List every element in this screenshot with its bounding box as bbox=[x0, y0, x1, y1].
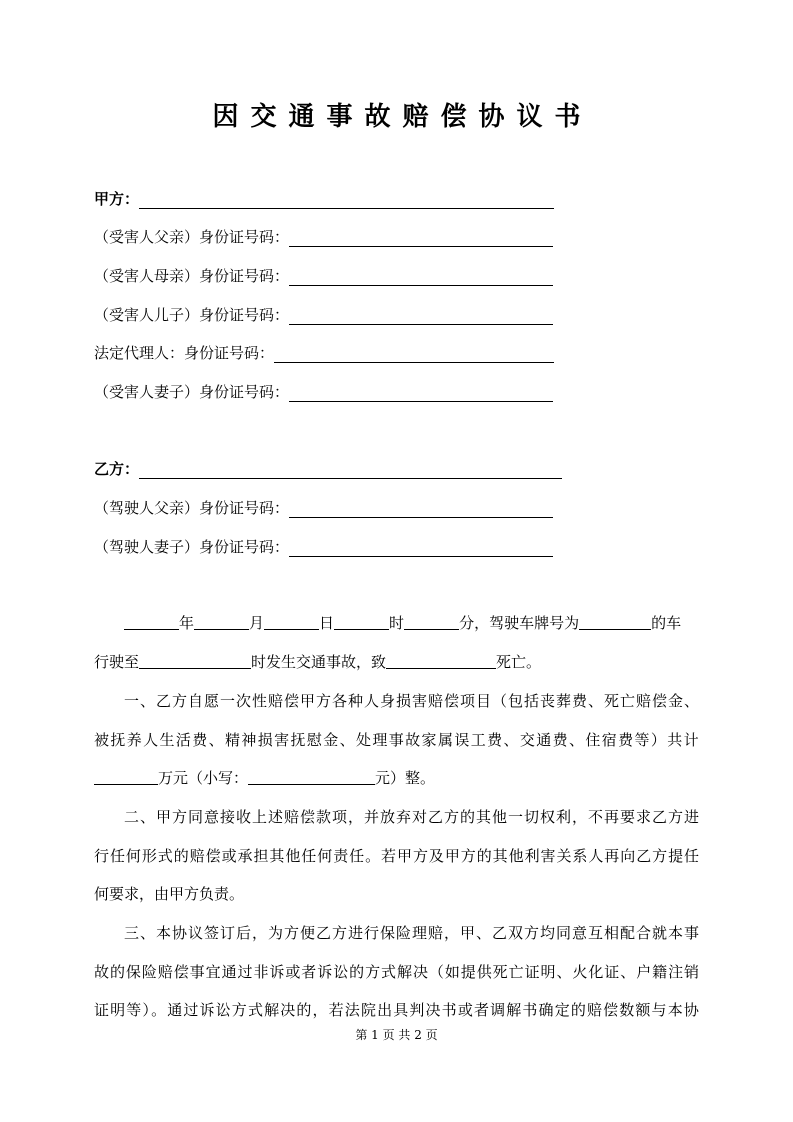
wan-yuan-label: 万元（小写： bbox=[158, 769, 249, 787]
victim-blank[interactable] bbox=[386, 652, 496, 669]
accident-occurred-label: 时发生交通事故，致 bbox=[251, 653, 387, 671]
party-a-name-blank[interactable] bbox=[139, 190, 554, 209]
clause-2-line-1: 二、甲方同意接收上述赔偿款项，并放弃对乙方的其他一切权利，不再要求乙方进 bbox=[124, 808, 700, 826]
accident-line-2 bbox=[94, 651, 700, 672]
hour-blank[interactable] bbox=[334, 613, 389, 630]
party-b-wife-id-blank[interactable] bbox=[289, 538, 553, 557]
party-a-mother-label: （受害人母亲）身份证号码： bbox=[94, 267, 290, 285]
page-footer: 第 1 页 共 2 页 bbox=[355, 1028, 438, 1042]
party-b-row bbox=[94, 455, 562, 479]
clause-3-line-3: 证明等）。通过诉讼方式解决的，若法院出具判决书或者调解书确定的赔偿数额与本协 bbox=[94, 1001, 700, 1019]
drive-to-label: 行驶至 bbox=[94, 653, 140, 671]
clause-2-line-3: 何要求，由甲方负责。 bbox=[94, 885, 245, 903]
party-b-wife-label: （驾驶人妻子）身份证号码： bbox=[94, 538, 290, 556]
party-a-guardian-id-blank[interactable] bbox=[274, 344, 554, 363]
document-title: 因交通事故赔偿协议书 bbox=[212, 102, 593, 132]
party-a-mother-id-blank[interactable] bbox=[289, 267, 553, 286]
plate-number-blank[interactable] bbox=[579, 613, 651, 630]
party-b-father-row bbox=[94, 494, 553, 518]
clause-1-line-3 bbox=[94, 767, 700, 788]
party-b-father-id-blank[interactable] bbox=[289, 499, 553, 518]
month-label: 月 bbox=[249, 614, 265, 632]
clause-3-line-1: 三、本协议签订后，为方便乙方进行保险理赔，甲、乙双方均同意互相配合就本事 bbox=[124, 924, 700, 942]
death-label: 死亡。 bbox=[496, 653, 542, 671]
party-a-father-row bbox=[94, 223, 553, 247]
vehicle-label: 的车 bbox=[651, 614, 682, 632]
party-a-guardian-label: 法定代理人：身份证号码： bbox=[94, 344, 275, 362]
year-blank[interactable] bbox=[124, 613, 179, 630]
yuan-label: 元）整。 bbox=[375, 769, 436, 787]
party-b-name-blank[interactable] bbox=[139, 460, 562, 479]
month-blank[interactable] bbox=[194, 613, 249, 630]
clause-3-line-2: 故的保险赔偿事宜通过非诉或者诉讼的方式解决（如提供死亡证明、火化证、户籍注销 bbox=[94, 963, 700, 981]
clause-1-line-1: 一、乙方自愿一次性赔偿甲方各种人身损害赔偿项目（包括丧葬费、死亡赔偿金、 bbox=[124, 692, 700, 710]
party-a-son-row bbox=[94, 301, 553, 325]
day-blank[interactable] bbox=[264, 613, 319, 630]
party-b-label: 乙方： bbox=[94, 460, 140, 478]
party-a-father-label: （受害人父亲）身份证号码： bbox=[94, 228, 290, 246]
party-a-son-id-blank[interactable] bbox=[289, 306, 553, 325]
party-a-son-label: （受害人儿子）身份证号码： bbox=[94, 306, 290, 324]
minute-label: 分，驾驶车牌号为 bbox=[459, 614, 580, 632]
day-label: 日 bbox=[319, 614, 335, 632]
accident-line-1 bbox=[94, 612, 700, 633]
clause-2-line-2: 行任何形式的赔偿或承担其他任何责任。若甲方及甲方的其他利害关系人再向乙方提任 bbox=[94, 847, 700, 865]
year-label: 年 bbox=[179, 614, 195, 632]
hour-label: 时 bbox=[389, 614, 405, 632]
party-b-father-label: （驾驶人父亲）身份证号码： bbox=[94, 499, 290, 517]
amount-wan-blank[interactable] bbox=[94, 768, 158, 785]
party-a-mother-row bbox=[94, 262, 553, 286]
party-a-label: 甲方： bbox=[94, 190, 140, 208]
party-a-father-id-blank[interactable] bbox=[289, 228, 553, 247]
clause-1-line-2: 被抚养人生活费、精神损害抚慰金、处理事故家属误工费、交通费、住宿费等）共计 bbox=[94, 731, 700, 749]
amount-numeric-blank[interactable] bbox=[248, 768, 375, 785]
party-a-guardian-row bbox=[94, 339, 554, 363]
party-a-row bbox=[94, 185, 554, 209]
party-a-wife-row bbox=[94, 378, 553, 402]
location-blank[interactable] bbox=[139, 652, 251, 669]
party-b-wife-row bbox=[94, 533, 553, 557]
minute-blank[interactable] bbox=[404, 613, 459, 630]
party-a-wife-label: （受害人妻子）身份证号码： bbox=[94, 383, 290, 401]
party-a-wife-id-blank[interactable] bbox=[289, 383, 553, 402]
